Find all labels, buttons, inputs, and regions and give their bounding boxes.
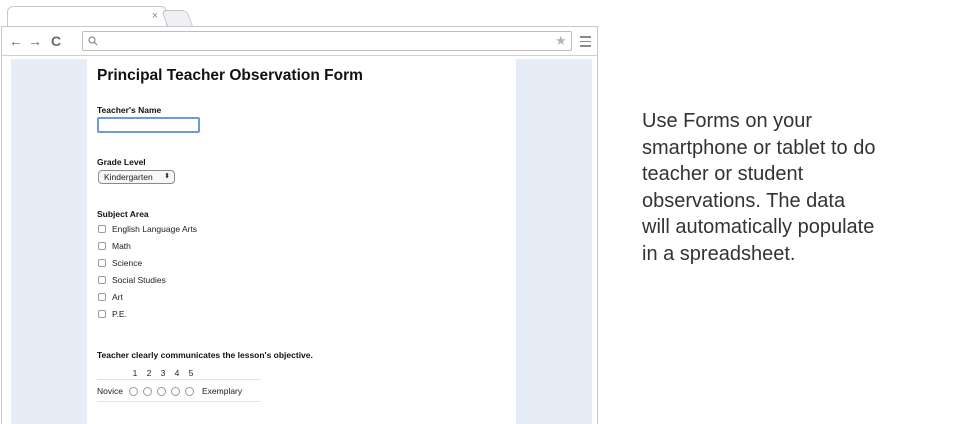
scale-high-label: Exemplary [201, 386, 243, 396]
teacher-name-input[interactable] [97, 117, 200, 133]
scale-number: 4 [174, 368, 180, 378]
checkbox-label: Social Studies [112, 275, 166, 285]
subject-option-social-studies[interactable] [98, 274, 166, 286]
subject-option-art[interactable] [98, 291, 123, 303]
form-title: Principal Teacher Observation Form [97, 67, 363, 84]
tab-strip [1, 0, 598, 26]
browser-tab[interactable] [7, 6, 167, 28]
rating-scale [97, 384, 242, 398]
caption-line: smartphone or tablet to do [642, 136, 876, 159]
new-tab-button[interactable] [161, 10, 193, 26]
checkbox[interactable] [98, 276, 106, 284]
caption-line: teacher or student [642, 163, 804, 185]
grade-level-value: Kindergarten [104, 172, 153, 182]
rating-radio-1[interactable] [129, 387, 138, 396]
subject-option-pe[interactable] [98, 308, 127, 320]
address-bar-input[interactable] [82, 31, 572, 51]
reload-icon[interactable]: C [50, 33, 62, 49]
rating-radio-2[interactable] [143, 387, 152, 396]
scale-number: 2 [146, 368, 152, 378]
checkbox-label: English Language Arts [112, 224, 198, 234]
scale-divider [97, 379, 261, 380]
teacher-name-label: Teacher's Name [97, 105, 162, 115]
checkbox-label: Math [112, 241, 131, 251]
left-margin-band [11, 59, 87, 424]
rating-radio-4[interactable] [171, 387, 180, 396]
right-margin-band [516, 59, 592, 424]
checkbox[interactable] [98, 225, 106, 233]
browser-toolbar [1, 26, 598, 56]
caption-line: observations. The data [642, 189, 846, 212]
checkbox[interactable] [98, 310, 106, 318]
caption-line: in a spreadsheet. [642, 242, 796, 265]
select-arrows-icon: ⬍ [164, 173, 170, 180]
bookmark-star-icon[interactable]: ★ [555, 33, 567, 48]
rating-radio-3[interactable] [157, 387, 166, 396]
menu-icon[interactable] [579, 33, 593, 49]
checkbox-label: Science [112, 258, 143, 268]
scale-number: 3 [160, 368, 166, 378]
subject-option-math[interactable] [98, 240, 131, 252]
observation-form [88, 59, 516, 424]
rating-radio-5[interactable] [185, 387, 194, 396]
checkbox[interactable] [98, 242, 106, 250]
scale-low-label: Novice [97, 386, 123, 396]
grade-level-select[interactable] [98, 170, 175, 184]
page-viewport [1, 56, 598, 424]
forward-arrow-icon[interactable]: → [28, 33, 42, 49]
checkbox[interactable] [98, 259, 106, 267]
objective-question-label: Teacher clearly communicates the lesson's objective. [97, 350, 313, 360]
caption-text [642, 108, 947, 267]
caption-line: Use Forms on your [642, 110, 813, 132]
scale-divider [97, 401, 261, 402]
checkbox-label: Art [112, 292, 123, 302]
subject-option-english[interactable] [98, 223, 197, 235]
tab-close-icon[interactable]: × [151, 10, 159, 22]
grade-level-label: Grade Level [97, 157, 146, 167]
caption-line: will automatically populate [642, 216, 875, 238]
checkbox[interactable] [98, 293, 106, 301]
browser-window [1, 0, 598, 424]
scale-number: 1 [132, 368, 138, 378]
subject-area-label: Subject Area [97, 209, 149, 219]
back-arrow-icon[interactable]: ← [9, 33, 23, 49]
subject-option-science[interactable] [98, 257, 142, 269]
scale-number: 5 [188, 368, 194, 378]
checkbox-label: P.E. [112, 309, 127, 319]
